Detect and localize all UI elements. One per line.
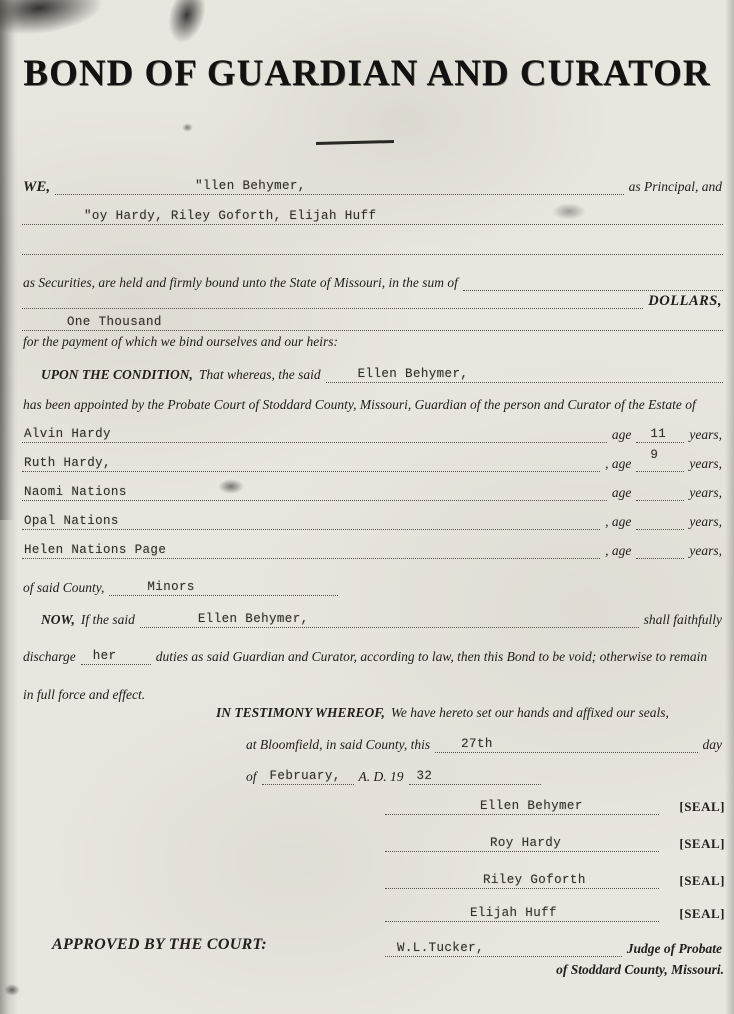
judge-name: W.L.Tucker, <box>397 941 484 955</box>
discharge-prefix: discharge <box>23 649 76 664</box>
age-label: , age <box>605 514 632 529</box>
years-label: years, <box>689 456 722 471</box>
seal-label: [SEAL] <box>679 799 725 814</box>
securities-clause: as Securities, are held and firmly bound unto the State of Missouri, in the sum of <box>23 275 458 290</box>
signature-row <box>383 798 725 815</box>
discharge-value-line <box>81 649 151 665</box>
force-clause-line <box>20 686 725 703</box>
appointment-clause: has been appointed by the Probate Court of Stoddard County, Missouri, Guardian of the person and Curator of the Estate of <box>23 397 696 412</box>
we-label: WE, <box>23 179 51 195</box>
principal-line <box>20 178 725 195</box>
dollars-label: DOLLARS, <box>648 293 722 309</box>
scan-speck <box>4 984 20 996</box>
county-value: Minors <box>147 580 195 594</box>
ad-label: A. D. 19 <box>358 769 404 784</box>
signature-name: Riley Goforth <box>483 873 586 887</box>
years-label: years, <box>689 427 722 442</box>
judge-title: Judge of Probate <box>626 941 722 956</box>
scan-left-edge <box>0 0 18 1014</box>
title-divider <box>316 140 394 145</box>
blank-line <box>20 238 725 255</box>
blank-dotted-line <box>22 239 723 255</box>
document-title: BOND OF GUARDIAN AND CURATOR <box>23 53 711 94</box>
ward-age-line <box>636 448 684 472</box>
scan-top-streak <box>160 0 214 50</box>
seal-label: [SEAL] <box>679 836 725 851</box>
ward-name: Opal Nations <box>24 514 119 528</box>
ward-name-line <box>22 543 600 559</box>
appointment-clause-line <box>20 396 725 413</box>
ward-age-line <box>636 485 684 501</box>
now-suffix: shall faithfully <box>643 612 722 627</box>
payment-clause: for the payment of which we bind ourselves and our heirs: <box>23 334 338 349</box>
discharge-line <box>20 648 725 665</box>
scan-corner-smudge <box>0 0 106 41</box>
ward-name-line <box>22 514 600 530</box>
day-value-line <box>435 737 697 753</box>
discharge-value: her <box>92 649 117 663</box>
judge-name-line <box>385 941 622 957</box>
age-label: , age <box>605 456 632 471</box>
condition-name-line <box>326 367 723 383</box>
dollars-line <box>20 292 725 309</box>
ward-age-line <box>636 543 684 559</box>
place-date-line <box>243 736 725 753</box>
county-label: of said County, <box>23 580 105 595</box>
ward-name-line <box>22 485 607 501</box>
year-value-line <box>409 769 541 785</box>
condition-line <box>20 366 725 383</box>
signature-line <box>385 906 659 922</box>
securities-name-line <box>22 209 723 225</box>
signature-row <box>383 872 725 889</box>
ward-name: Alvin Hardy <box>24 427 111 441</box>
securities-names-line <box>20 208 725 225</box>
amount-value: One Thousand <box>67 315 162 329</box>
ward-age-line <box>636 514 684 530</box>
month-value: February, <box>269 769 341 783</box>
age-label: , age <box>605 543 632 558</box>
amount-dotted-line <box>22 315 723 331</box>
signature-row <box>383 835 725 852</box>
ward-name: Naomi Nations <box>24 485 127 499</box>
now-text: If the said <box>80 612 135 627</box>
seal-label: [SEAL] <box>679 906 725 921</box>
signature-name: Ellen Behymer <box>480 799 583 813</box>
age-label: age <box>611 427 632 442</box>
securities-clause-line <box>20 274 725 291</box>
condition-bold-label: UPON THE CONDITION, <box>41 367 193 382</box>
condition-name: Ellen Behymer, <box>357 367 469 381</box>
force-clause: in full force and effect. <box>23 687 146 702</box>
judge-line <box>383 940 725 957</box>
principal-suffix: as Principal, and <box>628 179 722 194</box>
judge-location: of Stoddard County, Missouri. <box>556 962 724 977</box>
ward-name: Helen Nations Page <box>24 543 167 557</box>
testimony-bold-label: IN TESTIMONY WHEREOF, <box>216 705 385 720</box>
condition-text: That whereas, the said <box>198 367 321 382</box>
county-value-line <box>109 580 338 596</box>
ward-name-line <box>22 456 600 472</box>
approved-label: APPROVED BY THE COURT: <box>52 936 268 953</box>
testimony-intro-rest: We have hereto set our hands and affixed our seals, <box>390 705 669 720</box>
scan-right-edge <box>725 0 734 1014</box>
signature-line <box>385 836 659 852</box>
now-name-line <box>140 612 639 628</box>
signature-row <box>383 905 725 922</box>
ward-row <box>20 513 725 530</box>
ward-name-line <box>22 427 607 443</box>
years-label: years, <box>689 485 722 500</box>
ward-name: Ruth Hardy, <box>24 456 111 470</box>
ward-age: 9 <box>650 448 659 462</box>
ward-row <box>20 484 725 501</box>
now-name: Ellen Behymer, <box>197 612 309 626</box>
dollars-dotted-line <box>22 293 643 309</box>
seal-label: [SEAL] <box>679 873 725 888</box>
month-year-line <box>243 768 543 785</box>
ward-row <box>20 426 725 443</box>
testimony-intro-line <box>213 704 725 721</box>
now-bold-label: NOW, <box>41 612 75 627</box>
ward-row <box>20 448 725 472</box>
payment-clause-line <box>20 333 725 350</box>
principal-name: "llen Behymer, <box>195 179 306 193</box>
years-label: years, <box>689 543 722 558</box>
of-label: of <box>246 769 257 784</box>
signature-name: Elijah Huff <box>470 906 557 920</box>
ward-age-line <box>636 427 684 443</box>
ward-row <box>20 542 725 559</box>
day-value: 27th <box>461 737 493 751</box>
county-line <box>20 579 340 596</box>
day-label: day <box>702 737 722 752</box>
years-label: years, <box>689 514 722 529</box>
signature-line <box>385 873 659 889</box>
sum-dotted-line <box>463 275 723 291</box>
signature-line <box>385 799 659 815</box>
signature-name: Roy Hardy <box>490 836 562 850</box>
place-clause: at Bloomfield, in said County, this <box>246 737 431 752</box>
ward-age: 11 <box>650 427 667 441</box>
year-value: 32 <box>416 769 433 783</box>
age-label: age <box>611 485 632 500</box>
month-value-line <box>262 769 354 785</box>
amount-line <box>20 314 725 331</box>
securities-names: "oy Hardy, Riley Goforth, Elijah Huff <box>84 209 377 223</box>
now-clause-line <box>20 611 725 628</box>
principal-name-line <box>55 179 624 195</box>
discharge-suffix: duties as said Guardian and Curator, according to law, then this Bond to be void; otherwise to remain <box>155 649 708 664</box>
scan-speck <box>182 123 193 132</box>
